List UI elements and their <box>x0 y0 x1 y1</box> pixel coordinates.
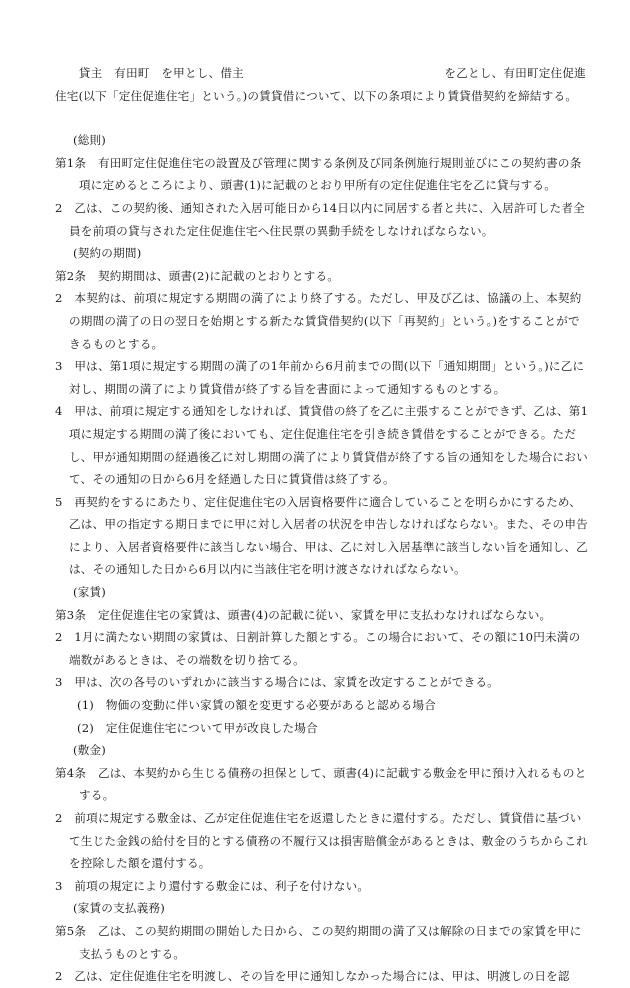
clause-paragraph: 4 甲は、前項に規定する通知をしなければ、賃貸借の終了を乙に主張することができず、乙は、第1項に規定する期間の満了後においても、定住促進住宅を引き続き賃借をすることができる。ただし、甲が通知期間の経過後乙に対し期間の満了により賃貸借が終了する旨の通知をした場合において、その通知の日から6月を経過した日に賃貸借は終了する。 <box>55 404 589 487</box>
section-heading: (契約の期間) <box>73 246 142 261</box>
clause-paragraph: 2 前項に規定する敷金は、乙が定住促進住宅を返還したときに還付する。ただし、賃貸借に基づいて生じた金銭の給付を目的とする債務の不履行又は損害賠償金があるときは、敷金のうちからこれを控除した額を還付する。 <box>55 811 588 871</box>
contract-preamble: 貸主 有田町 を甲とし、借主 を乙とし、有田町定住促進住宅(以下「定住促進住宅」という。)の賃貸借について、以下の条項により賃貸借契約を締結する。 <box>55 66 586 103</box>
clause-paragraph: 2 本契約は、前項に規定する期間の満了により終了する。ただし、甲及び乙は、協議の上、本契約の期間の満了の日の翌日を始期とする新たな賃貸借契約(以下「再契約」という。)をすることができるものとする。 <box>55 291 582 351</box>
section-heading: (総則) <box>73 133 107 148</box>
clause-paragraph: 2 乙は、定住促進住宅を明渡し、その旨を甲に通知しなかった場合には、甲は、明渡しの日を認 <box>55 969 570 984</box>
section-heading: (家賃) <box>73 585 107 600</box>
list-item: (1) 物価の変動に伴い家賃の額を変更する必要があると認める場合 <box>77 698 437 713</box>
clause-paragraph: 2 乙は、この契約後、通知された入居可能日から14日以内に同居する者と共に、入居許可した者全員を前項の貸与された定住促進住宅へ住民票の異動手続をしなければならない。 <box>55 200 585 238</box>
list-item: (2) 定住促進住宅について甲が改良した場合 <box>77 720 318 735</box>
section-heading: (敷金) <box>73 743 107 758</box>
article-paragraph: 第4条 乙は、本契約から生じる債務の担保として、頭書(4)に記載する敷金を甲に預け入れるものとする。 <box>55 765 587 803</box>
clause-paragraph: 3 甲は、次の各号のいずれかに該当する場合には、家賃を改定することができる。 <box>55 675 499 690</box>
blank-line <box>55 107 590 129</box>
clause-paragraph: 3 甲は、第1項に規定する期間の満了の1年前から6月前までの間(以下「通知期間」という。)に乙に対し、期間の満了により賃貸借が終了する旨を書面によって通知するものとする。 <box>55 359 585 396</box>
clause-paragraph: 2 1月に満たない期間の家賃は、日割計算した額とする。この場合において、その額に10円未満の端数があるときは、その端数を切り捨てる。 <box>55 630 581 667</box>
clause-paragraph: 5 再契約をするにあたり、定住促進住宅の入居資格要件に適合していることを明らかにするため、乙は、甲の指定する期日までに甲に対し入居者の状況を申告しなければならない。また、その申告により、入居者資格要件に該当しない場合、甲は、乙に対し入居基準に該当しない旨を通知し、乙は、その通知した日から6月以内に当該住宅を明け渡さなければならない。 <box>55 494 588 577</box>
contract-body <box>55 129 590 988</box>
article-paragraph: 第5条 乙は、この契約期間の開始した日から、この契約期間の満了又は解除の日までの家賃を甲に支払うものとする。 <box>55 923 582 961</box>
article-paragraph: 第1条 有田町定住促進住宅の設置及び管理に関する条例及び同条例施行規則並びにこの契約書の条項に定めるところにより、頭書(1)に記載のとおり甲所有の定住促進住宅を乙に貸与する。 <box>55 155 582 193</box>
section-heading: (家賃の支払義務) <box>73 901 166 916</box>
clause-paragraph: 3 前項の規定により還付する敷金には、利子を付けない。 <box>55 878 370 893</box>
article-paragraph: 第2条 契約期間は、頭書(2)に記載のとおりとする。 <box>55 268 340 283</box>
article-paragraph: 第3条 定住促進住宅の家賃は、頭書(4)の記載に従い、家賃を甲に支払わなければならない。 <box>55 607 552 622</box>
